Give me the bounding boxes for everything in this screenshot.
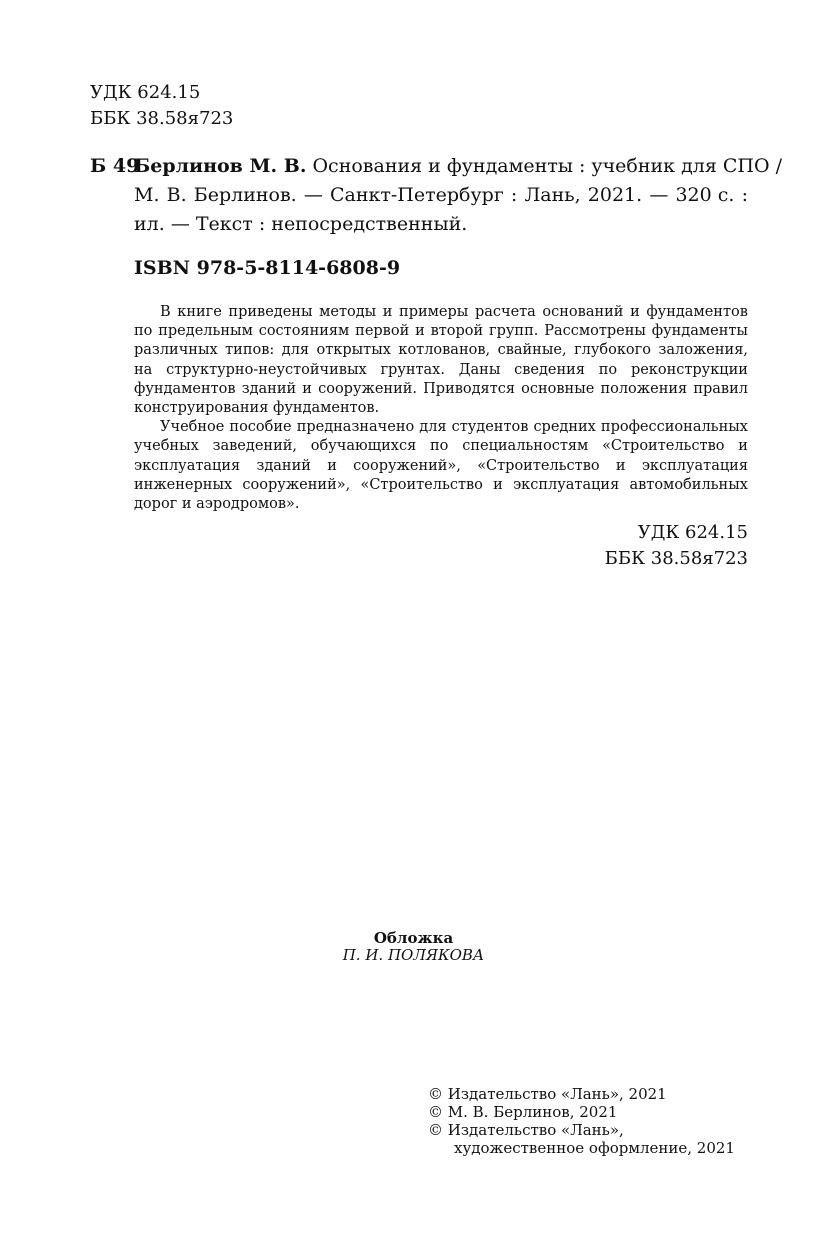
copyright-line: © М. В. Берлинов, 2021 xyxy=(428,1103,618,1121)
abstract-word: и xyxy=(615,457,626,474)
abstract-word: и xyxy=(382,304,393,320)
abstract-word: специальностям xyxy=(462,438,589,455)
abstract-word: и xyxy=(327,457,337,474)
biblio-line-2 xyxy=(134,181,748,210)
abstract-line xyxy=(134,341,748,360)
biblio-word: — xyxy=(649,184,669,206)
copyright-line: © Издательство «Лань», xyxy=(428,1121,624,1139)
abstract-word: грунтах. xyxy=(380,361,445,378)
biblio-word: Лань, xyxy=(524,184,581,206)
abstract-word: примеры xyxy=(399,304,469,320)
abstract-word: сооружений», xyxy=(353,457,461,474)
abstract-word: для xyxy=(281,342,310,359)
biblio-word: — xyxy=(303,184,323,206)
copyright-line: © Издательство «Лань», 2021 xyxy=(428,1085,667,1103)
biblio-word: : xyxy=(510,184,518,206)
abstract-word: автомобильных xyxy=(629,476,748,493)
author-name: Берлинов М. В. xyxy=(134,155,307,177)
abstract-word: по xyxy=(598,361,618,378)
abstract-word: фундаментов xyxy=(646,304,748,320)
abstract-word: и xyxy=(493,476,503,493)
book-title: Основания и фундаменты : учебник для СПО / xyxy=(312,155,783,177)
abstract-word: фундаментов xyxy=(134,380,236,397)
abstract-word: Учебное xyxy=(160,419,225,436)
abstract-word: по xyxy=(134,323,153,340)
abstract-word: эксплуатация xyxy=(641,457,748,474)
abstract-word: расчета xyxy=(474,304,536,320)
abstract-word: студентов xyxy=(451,419,529,436)
abstract-word: средних xyxy=(533,419,596,436)
abstract-word: заведений, xyxy=(212,438,298,455)
abstract-word: предназначено xyxy=(296,419,415,436)
abstract-word: первой xyxy=(355,323,410,340)
isbn: ISBN 978-5-8114-6808-9 xyxy=(134,257,401,279)
abstract-word: второй xyxy=(430,323,484,340)
abstract-word: зданий xyxy=(256,457,311,474)
biblio-line-1 xyxy=(134,152,783,181)
udk-code-bottom: УДК 624.15 xyxy=(637,522,748,543)
abstract-word: книге xyxy=(177,304,222,320)
abstract-word: по xyxy=(430,438,449,455)
biblio-word: : xyxy=(741,184,748,206)
abstract-word: «Строительство xyxy=(602,438,725,455)
biblio-word: М. xyxy=(134,184,160,206)
abstract-word: реконструкции xyxy=(630,361,748,378)
abstract xyxy=(134,303,748,514)
abstract-word: положения xyxy=(600,380,688,397)
biblio-line-3: ил. — Текст : непосредственный. xyxy=(134,213,468,235)
abstract-line: конструирования фундаментов. xyxy=(134,400,380,417)
abstract-word: фундаменты xyxy=(651,323,748,340)
abstract-word: В xyxy=(160,304,171,320)
abstract-line xyxy=(134,476,748,495)
abstract-word: и xyxy=(738,438,748,455)
abstract-word: и xyxy=(630,304,640,320)
abstract-word: Рассмотрены xyxy=(544,323,646,340)
abstract-word: типов: xyxy=(225,342,275,359)
copyright-line: художественное оформление, 2021 xyxy=(454,1139,735,1157)
abstract-word: структурно-неустойчивых xyxy=(166,361,367,378)
abstract-word: основные xyxy=(521,380,595,397)
abstract-word: учебных xyxy=(134,438,199,455)
abstract-word: Даны xyxy=(458,361,501,378)
biblio-word: 320 с. xyxy=(675,184,735,206)
abstract-word: заложения, xyxy=(658,342,748,359)
abstract-word: «Строительство xyxy=(477,457,600,474)
abstract-word: различных xyxy=(134,342,218,359)
abstract-word: инженерных xyxy=(134,476,233,493)
udk-code-top: УДК 624.15 xyxy=(90,82,201,103)
abstract-line xyxy=(134,418,748,437)
abstract-word: и xyxy=(302,380,312,397)
abstract-word: эксплуатация xyxy=(513,476,620,493)
abstract-word: сведения xyxy=(514,361,585,378)
abstract-line xyxy=(134,380,748,399)
biblio-word: 2021. xyxy=(587,184,643,206)
bbk-code-top: ББК 38.58я723 xyxy=(90,108,234,129)
abstract-word: на xyxy=(134,361,153,378)
abstract-word: зданий xyxy=(241,380,297,397)
abstract-word: методы xyxy=(319,304,377,320)
biblio-word: В. xyxy=(166,184,187,206)
cover-label: Обложка xyxy=(373,929,454,947)
abstract-word: профессиональных xyxy=(600,419,748,436)
abstract-line xyxy=(134,322,748,341)
abstract-word: сооружений. xyxy=(318,380,418,397)
abstract-word: «Строительство xyxy=(360,476,483,493)
abstract-word: глубокого xyxy=(574,342,651,359)
abstract-word: и xyxy=(415,323,425,340)
cover-designer: П. И. ПОЛЯКОВА xyxy=(342,946,485,964)
abstract-word: оснований xyxy=(542,304,624,320)
bbk-code-bottom: ББК 38.58я723 xyxy=(604,548,748,569)
abstract-word: предельным xyxy=(158,323,253,340)
biblio-word: Санкт-Петербург xyxy=(329,184,504,206)
abstract-word: групп. xyxy=(489,323,539,340)
abstract-word: открытых xyxy=(316,342,391,359)
abstract-line: дорог и аэродромов». xyxy=(134,496,300,513)
abstract-word: Приводятся xyxy=(423,380,515,397)
abstract-word: обучающихся xyxy=(310,438,417,455)
abstract-word: сооружений», xyxy=(242,476,351,493)
biblio-word: Берлинов. xyxy=(193,184,297,206)
abstract-word: для xyxy=(419,419,447,436)
abstract-line xyxy=(134,303,748,322)
abstract-word: состояниям xyxy=(258,323,350,340)
copyright-block xyxy=(428,1085,735,1157)
abstract-line xyxy=(134,457,748,476)
abstract-word: свайные, xyxy=(497,342,567,359)
abstract-word: котлованов, xyxy=(398,342,491,359)
bibliographic-record xyxy=(134,152,783,239)
abstract-line xyxy=(134,361,748,380)
abstract-word: пособие xyxy=(229,419,292,436)
abstract-word: эксплуатация xyxy=(134,457,241,474)
abstract-word: правил xyxy=(693,380,748,397)
abstract-word: приведены xyxy=(228,304,313,320)
author-mark: Б 49 xyxy=(90,155,140,177)
classification-bottom xyxy=(605,520,748,572)
abstract-line xyxy=(134,437,748,456)
